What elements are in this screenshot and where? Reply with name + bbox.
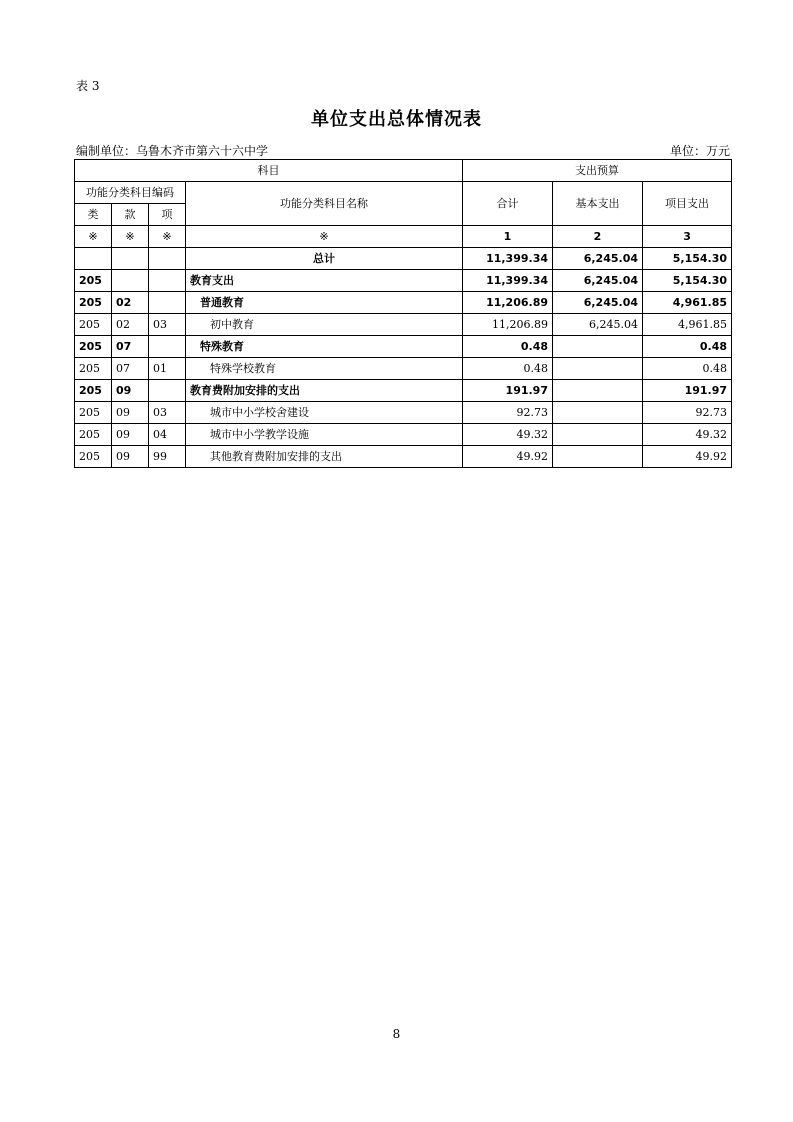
xiang-cell — [149, 380, 186, 402]
total-cell: 92.73 — [463, 402, 553, 424]
name-cell: 特殊学校教育 — [186, 358, 463, 380]
project-cell: 4,961.85 — [643, 314, 732, 336]
table-row — [75, 380, 732, 402]
table-row — [75, 446, 732, 468]
code-group-header: 功能分类科目编码 — [75, 182, 186, 204]
mark-cell: ※ — [112, 226, 149, 248]
expenditure-table — [74, 159, 732, 468]
mark-cell: ※ — [149, 226, 186, 248]
lei-cell: 205 — [75, 380, 112, 402]
total-cell: 49.92 — [463, 446, 553, 468]
total-sum: 11,399.34 — [463, 248, 553, 270]
table-row — [75, 402, 732, 424]
project-cell: 191.97 — [643, 380, 732, 402]
kuan-cell: 09 — [112, 380, 149, 402]
total-cell: 0.48 — [463, 358, 553, 380]
project-cell: 5,154.30 — [643, 270, 732, 292]
total-cell: 11,399.34 — [463, 270, 553, 292]
xiang-cell: 04 — [149, 424, 186, 446]
col-number-1: 1 — [463, 226, 553, 248]
basic-cell — [553, 446, 643, 468]
project-cell: 49.92 — [643, 446, 732, 468]
kuan-cell: 07 — [112, 358, 149, 380]
lei-cell: 205 — [75, 292, 112, 314]
total-basic: 6,245.04 — [553, 248, 643, 270]
basic-header: 基本支出 — [553, 182, 643, 226]
table-row — [75, 424, 732, 446]
kuan-cell: 09 — [112, 424, 149, 446]
basic-cell — [553, 358, 643, 380]
empty-cell — [75, 248, 112, 270]
lei-cell: 205 — [75, 270, 112, 292]
basic-cell — [553, 380, 643, 402]
table-row — [75, 358, 732, 380]
basic-cell: 6,245.04 — [553, 292, 643, 314]
kuan-cell: 02 — [112, 314, 149, 336]
project-header: 项目支出 — [643, 182, 732, 226]
name-cell: 其他教育费附加安排的支出 — [186, 446, 463, 468]
col-number-2: 2 — [553, 226, 643, 248]
lei-cell: 205 — [75, 446, 112, 468]
total-cell: 49.32 — [463, 424, 553, 446]
name-header: 功能分类科目名称 — [186, 182, 463, 226]
lei-cell: 205 — [75, 424, 112, 446]
name-cell: 城市中小学教学设施 — [186, 424, 463, 446]
xiang-header: 项 — [149, 204, 186, 226]
lei-header: 类 — [75, 204, 112, 226]
lei-cell: 205 — [75, 314, 112, 336]
col-number-3: 3 — [643, 226, 732, 248]
name-cell: 教育支出 — [186, 270, 463, 292]
project-cell: 0.48 — [643, 358, 732, 380]
xiang-cell: 03 — [149, 402, 186, 424]
mark-cell: ※ — [186, 226, 463, 248]
lei-cell: 205 — [75, 358, 112, 380]
lei-cell: 205 — [75, 336, 112, 358]
basic-cell — [553, 402, 643, 424]
kuan-cell: 09 — [112, 446, 149, 468]
lei-cell: 205 — [75, 402, 112, 424]
subject-header: 科目 — [75, 160, 463, 182]
total-cell: 11,206.89 — [463, 314, 553, 336]
project-cell: 4,961.85 — [643, 292, 732, 314]
table-row — [75, 336, 732, 358]
name-cell: 教育费附加安排的支出 — [186, 380, 463, 402]
table-row — [75, 270, 732, 292]
mark-cell: ※ — [75, 226, 112, 248]
basic-cell: 6,245.04 — [553, 270, 643, 292]
xiang-cell: 99 — [149, 446, 186, 468]
basic-cell — [553, 424, 643, 446]
basic-cell: 6,245.04 — [553, 314, 643, 336]
header-row-2 — [75, 182, 732, 204]
name-cell: 城市中小学校舍建设 — [186, 402, 463, 424]
money-unit: 单位：万元 — [669, 144, 730, 158]
table-label: 表 3 — [76, 79, 100, 93]
budget-header: 支出预算 — [463, 160, 732, 182]
project-cell: 92.73 — [643, 402, 732, 424]
header-row-4 — [75, 226, 732, 248]
basic-cell — [553, 336, 643, 358]
project-cell: 49.32 — [643, 424, 732, 446]
page-title: 单位支出总体情况表 — [311, 109, 482, 130]
kuan-cell: 09 — [112, 402, 149, 424]
total-cell: 11,206.89 — [463, 292, 553, 314]
kuan-header: 款 — [112, 204, 149, 226]
empty-cell — [149, 248, 186, 270]
table-row — [75, 314, 732, 336]
xiang-cell — [149, 292, 186, 314]
total-row — [75, 248, 732, 270]
page-number: 8 — [392, 1027, 401, 1041]
xiang-cell — [149, 270, 186, 292]
kuan-cell — [112, 270, 149, 292]
kuan-cell: 02 — [112, 292, 149, 314]
total-label: 总计 — [186, 248, 463, 270]
xiang-cell: 03 — [149, 314, 186, 336]
total-cell: 0.48 — [463, 336, 553, 358]
name-cell: 初中教育 — [186, 314, 463, 336]
total-project: 5,154.30 — [643, 248, 732, 270]
name-cell: 普通教育 — [186, 292, 463, 314]
kuan-cell: 07 — [112, 336, 149, 358]
total-header: 合计 — [463, 182, 553, 226]
project-cell: 0.48 — [643, 336, 732, 358]
name-cell: 特殊教育 — [186, 336, 463, 358]
xiang-cell: 01 — [149, 358, 186, 380]
table-row — [75, 292, 732, 314]
header-row-1 — [75, 160, 732, 182]
total-cell: 191.97 — [463, 380, 553, 402]
meta-row — [76, 142, 730, 159]
compiling-unit: 编制单位：乌鲁木齐市第六十六中学 — [76, 144, 269, 158]
empty-cell — [112, 248, 149, 270]
xiang-cell — [149, 336, 186, 358]
